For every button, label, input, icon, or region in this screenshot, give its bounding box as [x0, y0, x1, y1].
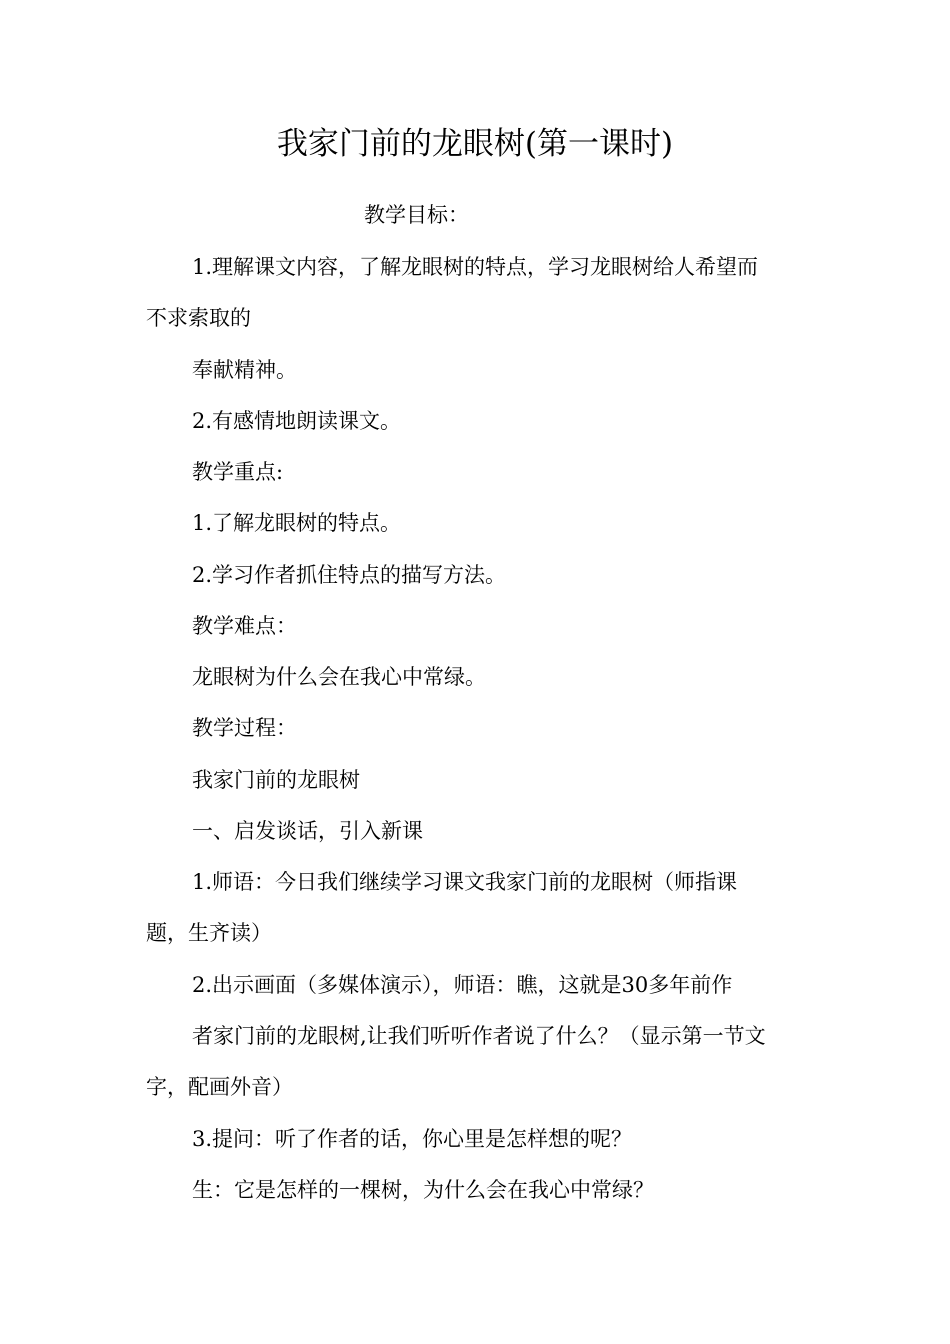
paragraph-line: 一、启发谈话，引入新课 — [192, 819, 423, 843]
section-heading-key-points: 教学重点: — [192, 460, 284, 484]
paragraph-line: 生：它是怎样的一棵树，为什么会在我心中常绿？ — [192, 1178, 654, 1202]
paragraph-line: 2.有感情地朗读课文。 — [192, 409, 402, 433]
paragraph-line: 1.理解课文内容，了解龙眼树的特点，学习龙眼树给人希望而 — [192, 255, 759, 279]
paragraph-line: 奉献精神。 — [192, 358, 297, 382]
paragraph-line: 题，生齐读） — [146, 921, 272, 945]
document-title: 我家门前的龙眼树(第一课时) — [276, 126, 674, 162]
paragraph-line: 字，配画外音） — [146, 1075, 293, 1099]
paragraph-line: 龙眼树为什么会在我心中常绿。 — [192, 665, 486, 689]
paragraph-line: 2.学习作者抓住特点的描写方法。 — [192, 563, 507, 587]
paragraph-line: 我家门前的龙眼树 — [192, 768, 360, 792]
paragraph-line: 1.了解龙眼树的特点。 — [192, 511, 402, 535]
section-heading-difficulties: 教学难点： — [192, 614, 297, 638]
paragraph-line: 1.师语：今日我们继续学习课文我家门前的龙眼树（师指课 — [192, 870, 738, 894]
paragraph-line: 2.出示画面（多媒体演示），师语：瞧，这就是30多年前作 — [192, 973, 733, 997]
section-heading-process: 教学过程： — [192, 716, 297, 740]
section-heading-objectives: 教学目标： — [364, 203, 469, 227]
paragraph-line: 者家门前的龙眼树,让我们听听作者说了什么？（显示第一节文 — [192, 1024, 766, 1048]
paragraph-line: 不求索取的 — [146, 306, 251, 330]
paragraph-line: 3.提问：听了作者的话，你心里是怎样想的呢？ — [192, 1127, 633, 1151]
